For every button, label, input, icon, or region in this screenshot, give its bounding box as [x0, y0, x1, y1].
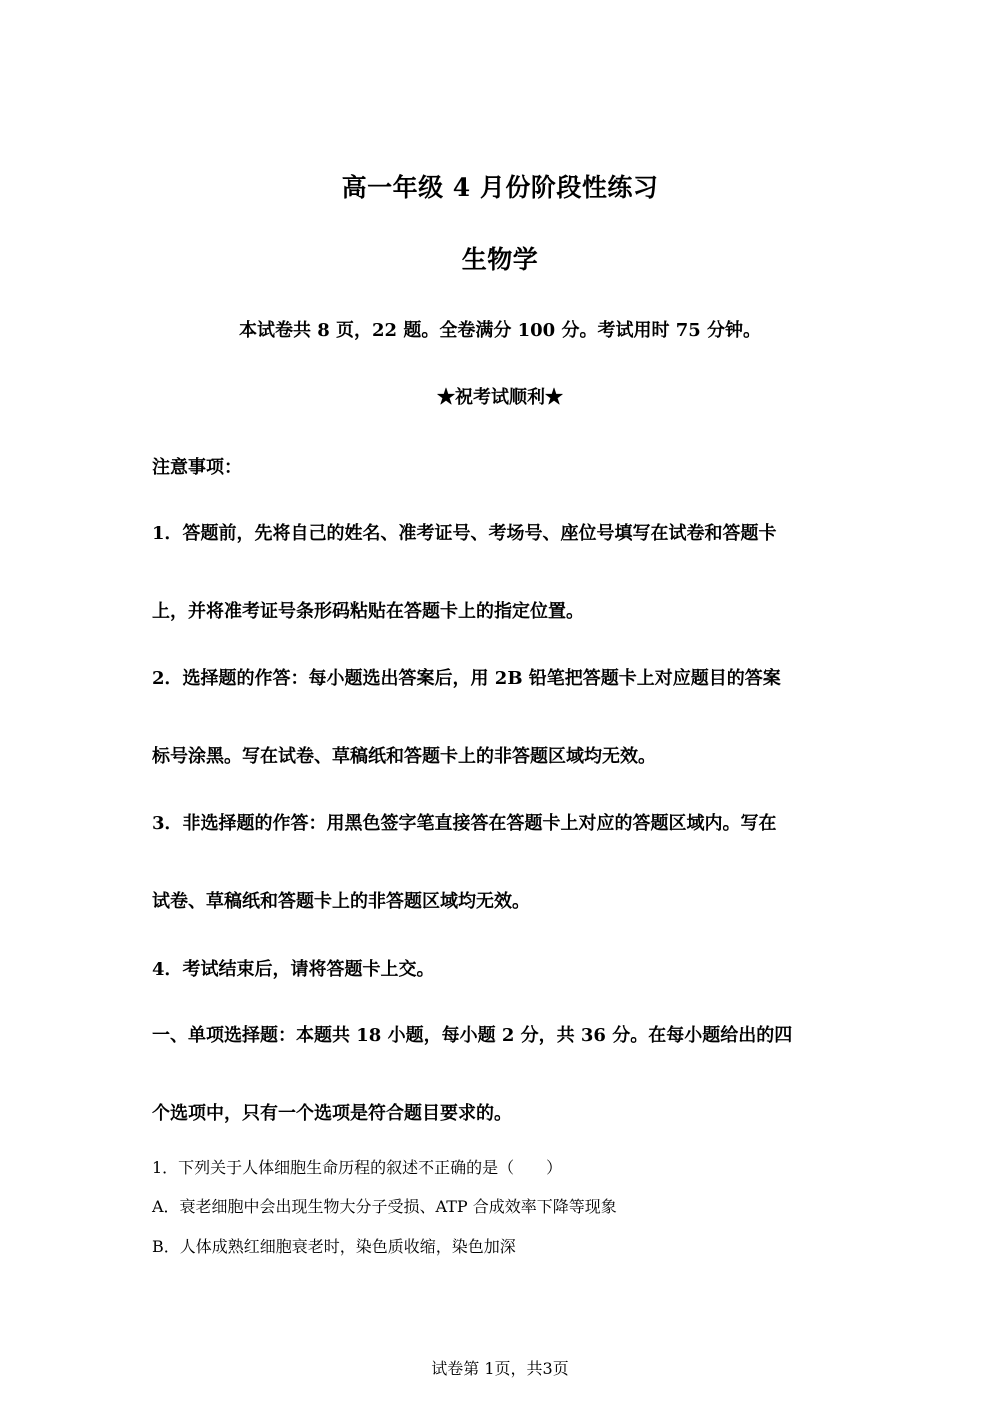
exam-wish: ★祝考试顺利★ — [437, 387, 563, 408]
exam-info: 本试卷共 8 页，22 题。全卷满分 100 分。考试用时 75 分钟。 — [238, 320, 762, 341]
question-option: A．衰老细胞中会出现生物大分子受损、ATP 合成效率下降等现象 — [152, 1197, 617, 1216]
notice-line: 试卷、草稿纸和答题卡上的非答题区域均无效。 — [152, 891, 530, 912]
notice-line: 2．选择题的作答：每小题选出答案后，用 2B 铅笔把答题卡上对应题目的答案 — [152, 668, 781, 689]
question-stem: 1．下列关于人体细胞生命历程的叙述不正确的是（ ） — [152, 1158, 563, 1177]
exam-title: 高一年级 4 月份阶段性练习 — [341, 173, 659, 202]
subject-title: 生物学 — [461, 245, 539, 274]
question-option: B．人体成熟红细胞衰老时，染色质收缩，染色加深 — [152, 1237, 516, 1256]
section-heading: 个选项中，只有一个选项是符合题目要求的。 — [152, 1103, 512, 1124]
notice-line: 3．非选择题的作答：用黑色签字笔直接答在答题卡上对应的答题区域内。写在 — [152, 813, 777, 834]
page-footer: 试卷第 1页，共3页 — [431, 1359, 569, 1378]
notice-line: 标号涂黑。写在试卷、草稿纸和答题卡上的非答题区域均无效。 — [152, 746, 656, 767]
notice-line: 1．答题前，先将自己的姓名、准考证号、考场号、座位号填写在试卷和答题卡 — [152, 523, 777, 544]
notice-line: 上，并将准考证号条形码粘贴在答题卡上的指定位置。 — [152, 601, 584, 622]
notice-line: 4．考试结束后，请将答题卡上交。 — [152, 959, 435, 980]
section-heading: 一、单项选择题：本题共 18 小题，每小题 2 分，共 36 分。在每小题给出的四 — [152, 1025, 793, 1046]
notice-heading: 注意事项： — [152, 457, 242, 478]
